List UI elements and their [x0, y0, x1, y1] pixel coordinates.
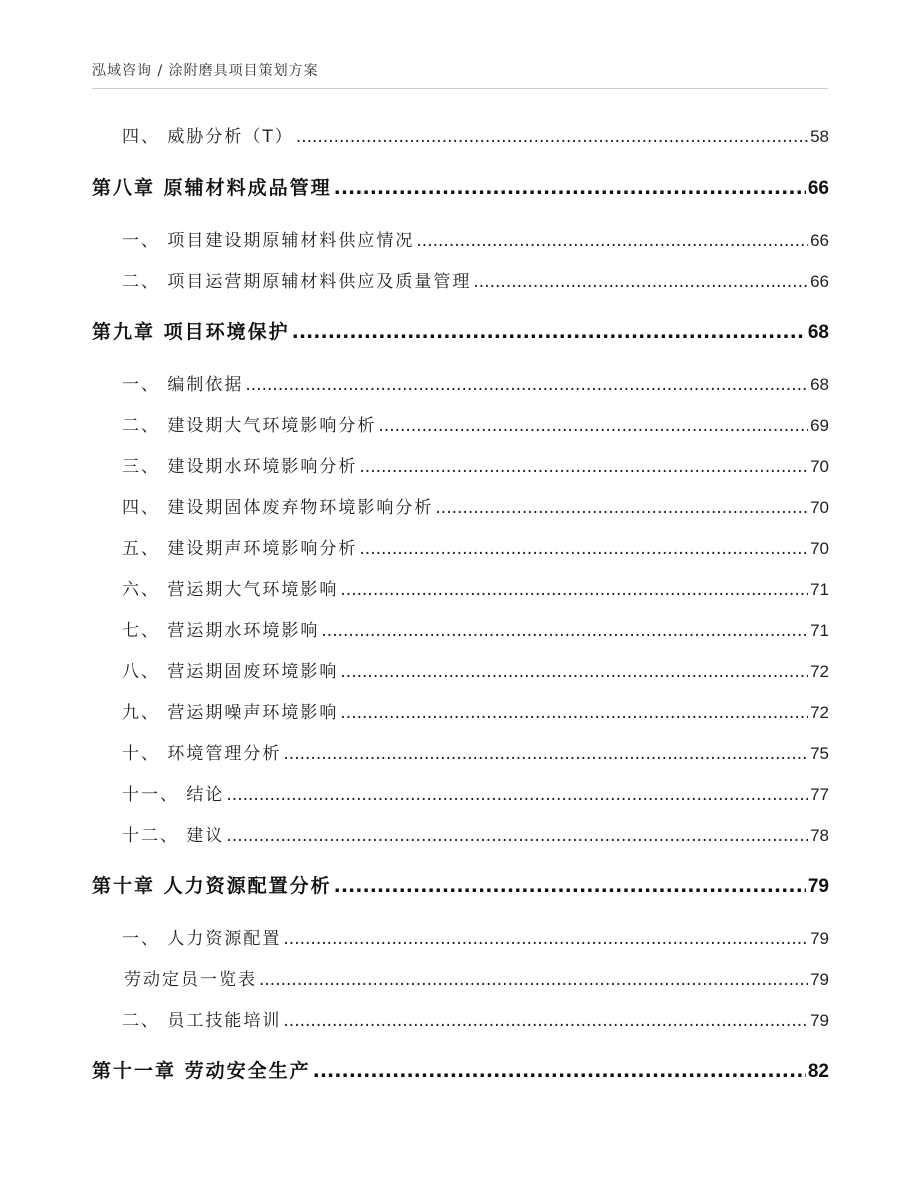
toc-entry-page: 68	[810, 375, 829, 394]
toc-leader-dots	[245, 375, 808, 395]
toc-chapter-page: 82	[807, 1061, 829, 1082]
toc-leader-dots	[334, 875, 806, 897]
toc-leader-dots	[359, 457, 808, 477]
toc-chapter-title: 第八章 原辅材料成品管理	[92, 177, 332, 199]
toc-entry-page: 72	[810, 662, 829, 681]
toc-entry-suggestion[interactable]	[92, 821, 829, 846]
running-header: 泓域咨询 / 涂附磨具项目策划方案	[92, 63, 319, 79]
toc-entry-title: 三、 建设期水环境影响分析	[122, 457, 358, 477]
toc-chapter-page: 66	[807, 178, 829, 199]
toc-entry-construction-air[interactable]	[92, 411, 829, 436]
toc-leader-dots	[334, 177, 806, 199]
toc-leader-dots	[340, 580, 808, 600]
toc-entry-title: 六、 营运期大气环境影响	[122, 580, 339, 600]
toc-chapter-9[interactable]	[92, 317, 829, 344]
toc-entry-page: 58	[810, 127, 829, 146]
header-divider	[92, 88, 828, 89]
toc-chapter-title: 第十一章 劳动安全生产	[92, 1060, 311, 1082]
toc-chapter-title: 第九章 项目环境保护	[92, 321, 290, 343]
toc-leader-dots	[226, 826, 808, 846]
toc-entry-page: 72	[810, 703, 829, 722]
toc-entry-title: 一、 人力资源配置	[122, 929, 282, 949]
toc-entry-title: 十二、 建议	[122, 826, 225, 846]
toc-entry-conclusion[interactable]	[92, 780, 829, 805]
toc-entry-title: 劳动定员一览表	[124, 970, 257, 990]
toc-entry-page: 70	[810, 457, 829, 476]
toc-entry-title: 二、 项目运营期原辅材料供应及质量管理	[122, 272, 472, 292]
toc-entry-title: 九、 营运期噪声环境影响	[122, 703, 339, 723]
toc-entry-staffing-table[interactable]	[92, 965, 829, 990]
toc-leader-dots	[283, 744, 808, 764]
toc-entry-title: 二、 员工技能培训	[122, 1011, 282, 1031]
toc-leader-dots	[226, 785, 808, 805]
toc-entry-page: 66	[810, 231, 829, 250]
toc-entry-construction-water[interactable]	[92, 452, 829, 477]
toc-entry-page: 75	[810, 744, 829, 763]
toc-leader-dots	[321, 621, 808, 641]
toc-leader-dots	[378, 416, 808, 436]
toc-entry-page: 69	[810, 416, 829, 435]
toc-entry-title: 八、 营运期固废环境影响	[122, 662, 339, 682]
toc-leader-dots	[283, 929, 808, 949]
toc-entry-page: 78	[810, 826, 829, 845]
toc-entry-page: 79	[810, 1011, 829, 1030]
toc-chapter-11[interactable]	[92, 1056, 829, 1083]
toc-leader-dots	[340, 703, 808, 723]
toc-entry-title: 二、 建设期大气环境影响分析	[122, 416, 377, 436]
toc-entry-page: 66	[810, 272, 829, 291]
toc-leader-dots	[416, 231, 808, 251]
toc-entry-operation-air[interactable]	[92, 575, 829, 600]
toc-entry-title: 一、 项目建设期原辅材料供应情况	[122, 231, 415, 251]
toc-entry-title: 四、 建设期固体废弃物环境影响分析	[122, 498, 434, 518]
toc-entry-skills-training[interactable]	[92, 1006, 829, 1031]
toc-leader-dots	[259, 970, 808, 990]
toc-entry-hr-allocation[interactable]	[92, 924, 829, 949]
toc-entry-title: 十一、 结论	[122, 785, 225, 805]
toc-chapter-title: 第十章 人力资源配置分析	[92, 875, 332, 897]
toc-entry-threat-analysis[interactable]	[92, 122, 829, 147]
toc-entry-page: 79	[810, 929, 829, 948]
toc-entry-title: 十、 环境管理分析	[122, 744, 282, 764]
toc-entry-page: 70	[810, 539, 829, 558]
toc-entry-title: 四、 威胁分析（T）	[122, 127, 294, 147]
toc-leader-dots	[296, 127, 808, 147]
toc-entry-basis[interactable]	[92, 370, 829, 395]
toc-entry-page: 71	[810, 580, 829, 599]
toc-entry-construction-materials[interactable]	[92, 226, 829, 251]
toc-leader-dots	[340, 662, 808, 682]
toc-entry-title: 七、 营运期水环境影响	[122, 621, 320, 641]
toc-chapter-page: 68	[807, 322, 829, 343]
toc-entry-operation-solid-waste[interactable]	[92, 657, 829, 682]
toc-leader-dots	[292, 321, 806, 343]
toc-chapter-10[interactable]	[92, 871, 829, 898]
toc-entry-page: 70	[810, 498, 829, 517]
toc-entry-construction-solid-waste[interactable]	[92, 493, 829, 518]
toc-entry-operation-water[interactable]	[92, 616, 829, 641]
toc-leader-dots	[283, 1011, 808, 1031]
toc-entry-page: 71	[810, 621, 829, 640]
toc-chapter-page: 79	[807, 876, 829, 897]
toc-entry-title: 一、 编制依据	[122, 375, 244, 395]
toc-entry-page: 77	[810, 785, 829, 804]
toc-entry-construction-noise[interactable]	[92, 534, 829, 559]
toc-entry-operation-materials[interactable]	[92, 267, 829, 292]
toc-chapter-8[interactable]	[92, 173, 829, 200]
toc-leader-dots	[313, 1060, 806, 1082]
toc-entry-env-management[interactable]	[92, 739, 829, 764]
toc-leader-dots	[435, 498, 808, 518]
toc-entry-page: 79	[810, 970, 829, 989]
toc-leader-dots	[359, 539, 808, 559]
toc-leader-dots	[473, 272, 808, 292]
toc-entry-title: 五、 建设期声环境影响分析	[122, 539, 358, 559]
toc-entry-operation-noise[interactable]	[92, 698, 829, 723]
